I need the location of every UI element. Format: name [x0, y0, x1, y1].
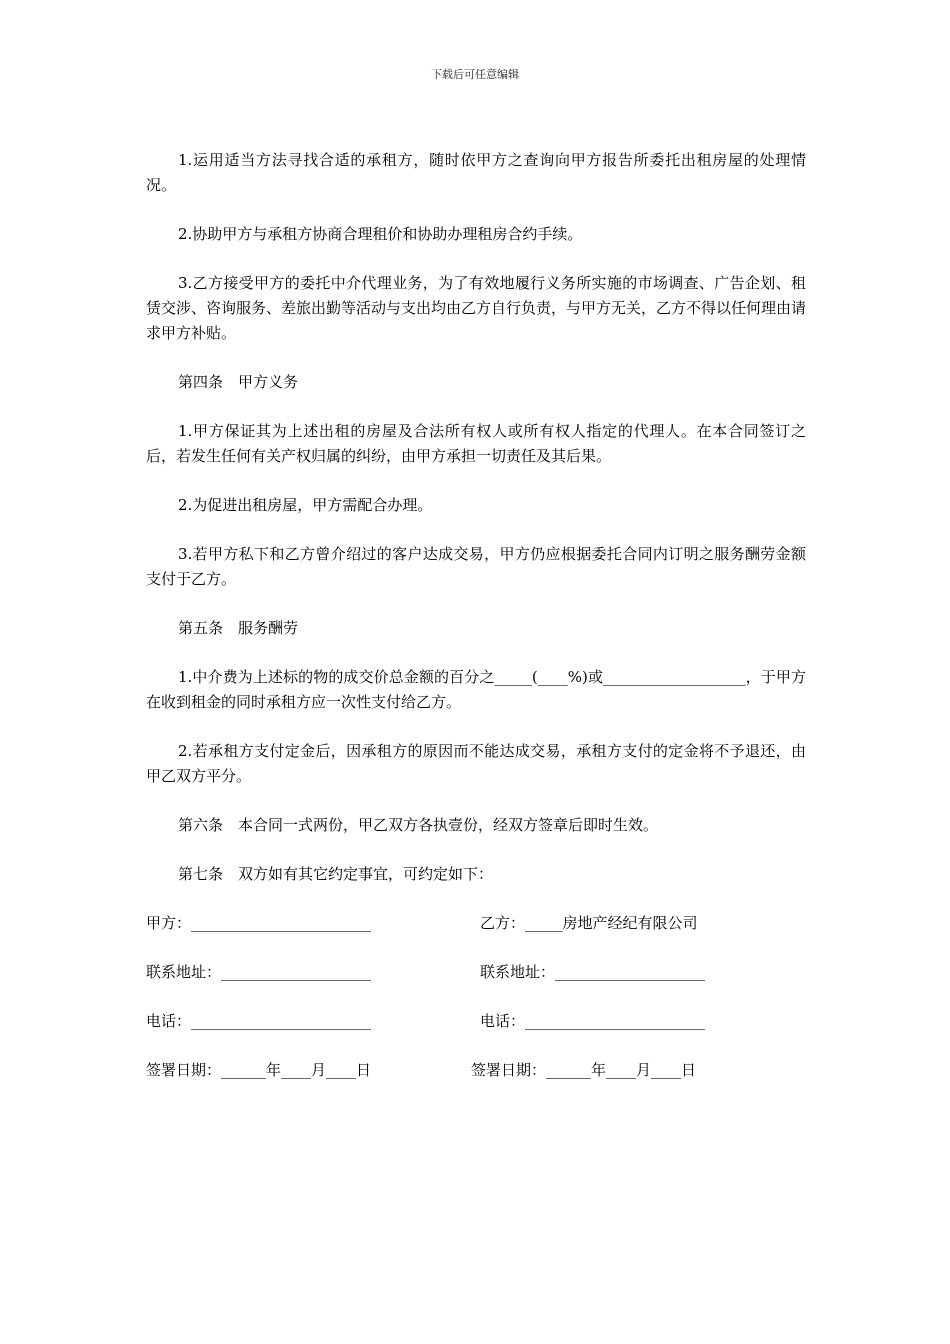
article-heading: 第六条 本合同一式两份，甲乙双方各执壹份，经双方签章后即时生效。	[178, 816, 659, 834]
clause-paragraph: 2.为促进出租房屋，甲方需配合办理。	[178, 496, 433, 514]
phone-b-field: 电话：________________________	[480, 1012, 706, 1030]
party-a-field: 甲方：________________________	[146, 914, 372, 932]
clause-paragraph: 1.甲方保证其为上述出租的房屋及合法所有权人或所有权人指定的代理人。在本合同签订之后，若发生任何有关产权归属的纠纷，由甲方承担一切责任及其后果。	[146, 422, 806, 465]
party-b-field: 乙方：_____房地产经纪有限公司	[480, 914, 698, 932]
article-heading: 第五条 服务酬劳	[178, 619, 299, 637]
phone-a-field: 电话：________________________	[146, 1012, 372, 1030]
clause-paragraph: 3.若甲方私下和乙方曾介绍过的客户达成交易，甲方仍应根据委托合同内订明之服务酬劳金额支付于乙方。	[146, 545, 806, 588]
date-b-field: 签署日期：______年____月____日	[471, 1061, 697, 1079]
date-a-field: 签署日期：______年____月____日	[146, 1061, 372, 1079]
page-header-watermark: 下载后可任意编辑	[431, 68, 519, 81]
clause-paragraph: 2.协助甲方与承租方协商合理租价和协助办理租房合约手续。	[178, 225, 583, 243]
signature-row-date	[146, 1058, 806, 1083]
clause-paragraph: 3.乙方接受甲方的委托中介代理业务，为了有效地履行义务所实施的市场调查、广告企划、租赁交涉、咨询服务、差旅出勤等活动与支出均由乙方自行负责，与甲方无关，乙方不得以任何理由请求甲方补贴。	[146, 274, 807, 342]
contract-body	[146, 148, 806, 1107]
clause-paragraph: 1.运用适当方法寻找合适的承租方，随时依甲方之查询向甲方报告所委托出租房屋的处理情况。	[146, 151, 806, 194]
address-a-field: 联系地址：____________________	[146, 963, 372, 981]
clause-paragraph: 1.中介费为上述标的物的成交价总金额的百分之_____(____%)或___________________，于甲方在收到租金的同时承租方应一次性支付给乙方。	[146, 668, 806, 711]
signature-row-phone	[146, 1009, 806, 1034]
article-heading: 第七条 双方如有其它约定事宜，可约定如下：	[178, 865, 494, 883]
address-b-field: 联系地址：____________________	[480, 963, 706, 981]
signature-row-party	[146, 911, 806, 936]
article-heading: 第四条 甲方义务	[178, 373, 299, 391]
clause-paragraph: 2.若承租方支付定金后，因承租方的原因而不能达成交易，承租方支付的定金将不予退还，由甲乙双方平分。	[146, 742, 806, 785]
signature-row-address	[146, 960, 806, 985]
